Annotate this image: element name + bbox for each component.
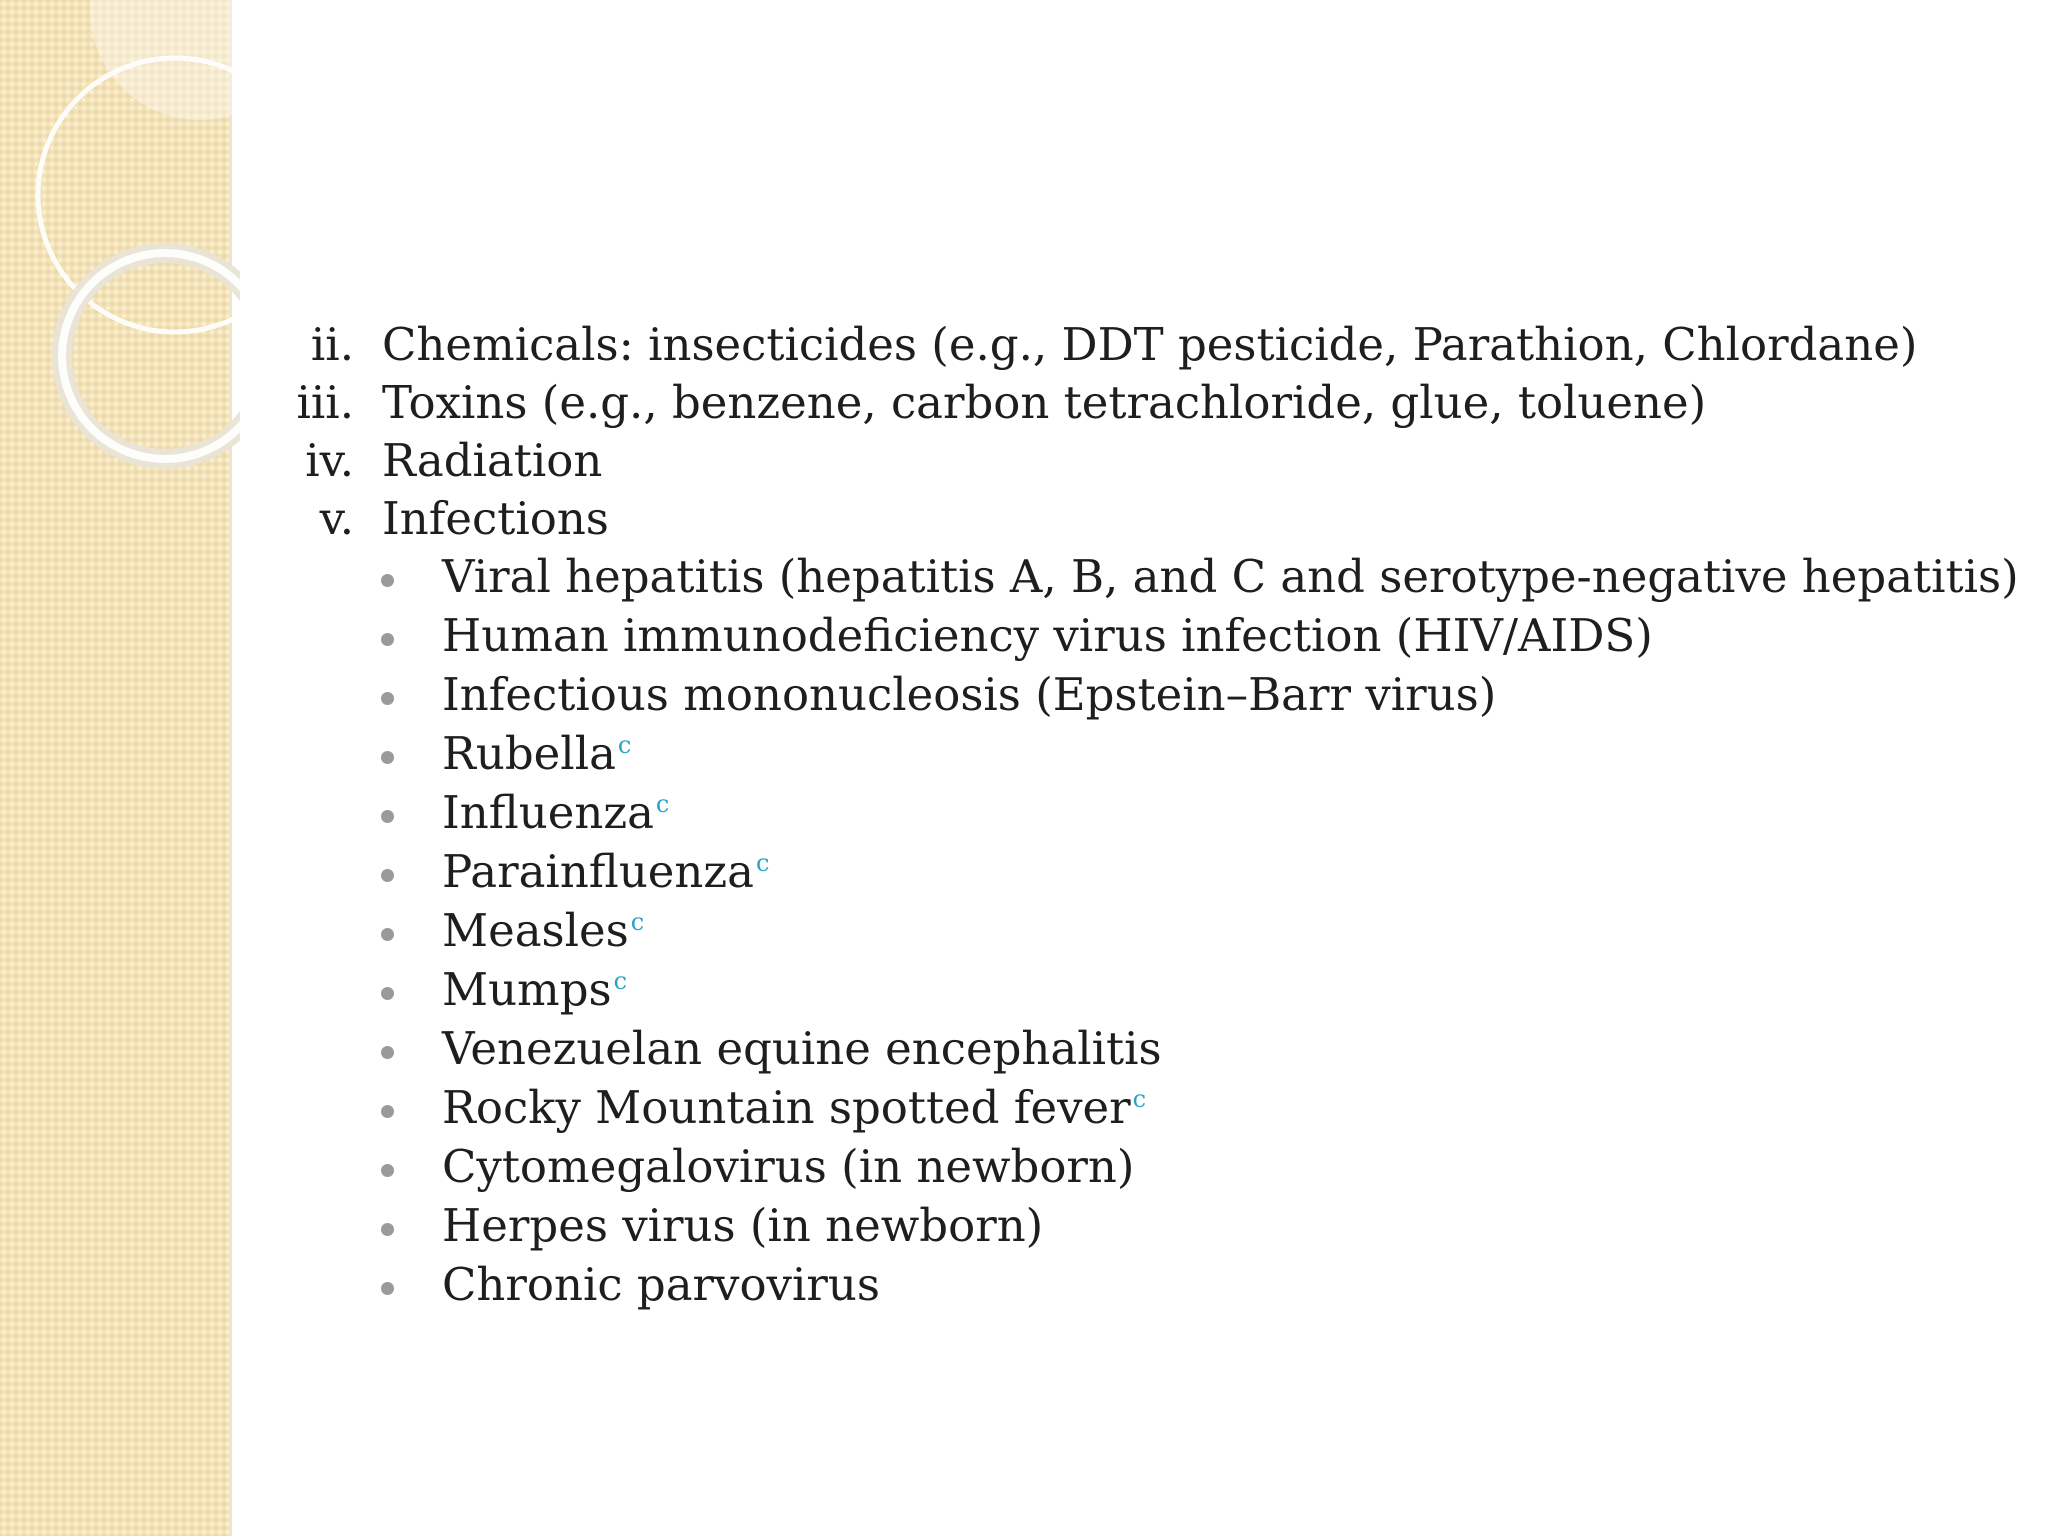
bullet-icon [381, 1046, 394, 1059]
decorative-rings [0, 0, 240, 520]
infection-text [442, 1081, 1146, 1134]
infection-text [442, 904, 644, 957]
footnote-superscript: c [655, 790, 670, 818]
infection-text [442, 727, 631, 780]
infection-name: Cytomegalovirus (in newborn) [442, 1140, 1135, 1193]
infection-name: Mumps [442, 963, 612, 1016]
roman-numeral: iv. [305, 434, 354, 487]
infection-text [442, 845, 769, 898]
infection-name: Venezuelan equine encephalitis [442, 1022, 1162, 1075]
roman-numeral: v. [319, 492, 354, 545]
infection-text [442, 550, 2019, 603]
clipped-next-line [372, 1316, 892, 1324]
infection-list-item [290, 1140, 2010, 1199]
infection-list-item [290, 1022, 2010, 1081]
roman-item-text: Toxins (e.g., benzene, carbon tetrachloride, glue, toluene) [382, 376, 1707, 429]
roman-list-item [290, 318, 2010, 376]
roman-list-item [290, 434, 2010, 492]
footnote-superscript: c [617, 731, 632, 759]
infection-text [442, 1140, 1134, 1193]
infection-list-item [290, 845, 2010, 904]
roman-item-text: Chemicals: insecticides (e.g., DDT pesticide, Parathion, Chlordane) [382, 318, 1918, 371]
infection-text [442, 1022, 1162, 1075]
infection-list-item [290, 550, 2019, 609]
bullet-icon [381, 1164, 394, 1177]
bullet-icon [381, 692, 394, 705]
bullet-icon [381, 1282, 394, 1295]
infection-list-item [290, 609, 2010, 668]
slide-content [290, 318, 2019, 1317]
infection-name: Influenza [442, 786, 654, 839]
footnote-superscript: c [1132, 1085, 1147, 1113]
infections-bullet-list [290, 550, 2019, 1317]
bullet-icon [381, 751, 394, 764]
infection-text [442, 1258, 880, 1311]
bullet-icon [381, 633, 394, 646]
footnote-superscript: c [755, 849, 770, 877]
roman-numeral-list [290, 318, 2010, 550]
roman-item-text: Radiation [382, 434, 603, 487]
infection-name: Human immunodeficiency virus infection (HIV/AIDS) [442, 609, 1653, 662]
infection-list-item [290, 786, 2010, 845]
roman-numeral: ii. [310, 318, 354, 371]
infection-list-item [290, 1081, 2010, 1140]
roman-list-item [290, 492, 2010, 550]
infection-text [442, 668, 1496, 721]
infection-list-item [290, 668, 2010, 727]
bullet-icon [381, 987, 394, 1000]
roman-numeral: iii. [296, 376, 354, 429]
infection-name: Rubella [442, 727, 616, 780]
infection-text [442, 1199, 1043, 1252]
footnote-superscript: c [613, 967, 628, 995]
infection-name: Infectious mononucleosis (Epstein–Barr virus) [442, 668, 1497, 721]
roman-list-item [290, 376, 2010, 434]
infection-list-item [290, 963, 2010, 1022]
bullet-icon [381, 810, 394, 823]
infection-text [442, 963, 627, 1016]
bullet-icon [381, 928, 394, 941]
infection-text [442, 609, 1653, 662]
bullet-icon [381, 869, 394, 882]
infection-name: Rocky Mountain spotted fever [442, 1081, 1131, 1134]
footnote-superscript: c [630, 908, 645, 936]
infection-name: Viral hepatitis (hepatitis A, B, and C and serotype-negative hepatitis) [442, 550, 2019, 603]
bullet-icon [381, 1223, 394, 1236]
bullet-icon [381, 574, 394, 587]
infection-name: Parainfluenza [442, 845, 754, 898]
infection-name: Chronic parvovirus [442, 1258, 880, 1311]
infection-list-item [290, 1258, 2010, 1317]
infection-list-item [290, 1199, 2010, 1258]
bullet-icon [381, 1105, 394, 1118]
infection-name: Herpes virus (in newborn) [442, 1199, 1044, 1252]
infection-list-item [290, 727, 2010, 786]
infection-text [442, 786, 669, 839]
roman-item-text: Infections [382, 492, 609, 545]
infection-name: Measles [442, 904, 629, 957]
infection-list-item [290, 904, 2010, 963]
